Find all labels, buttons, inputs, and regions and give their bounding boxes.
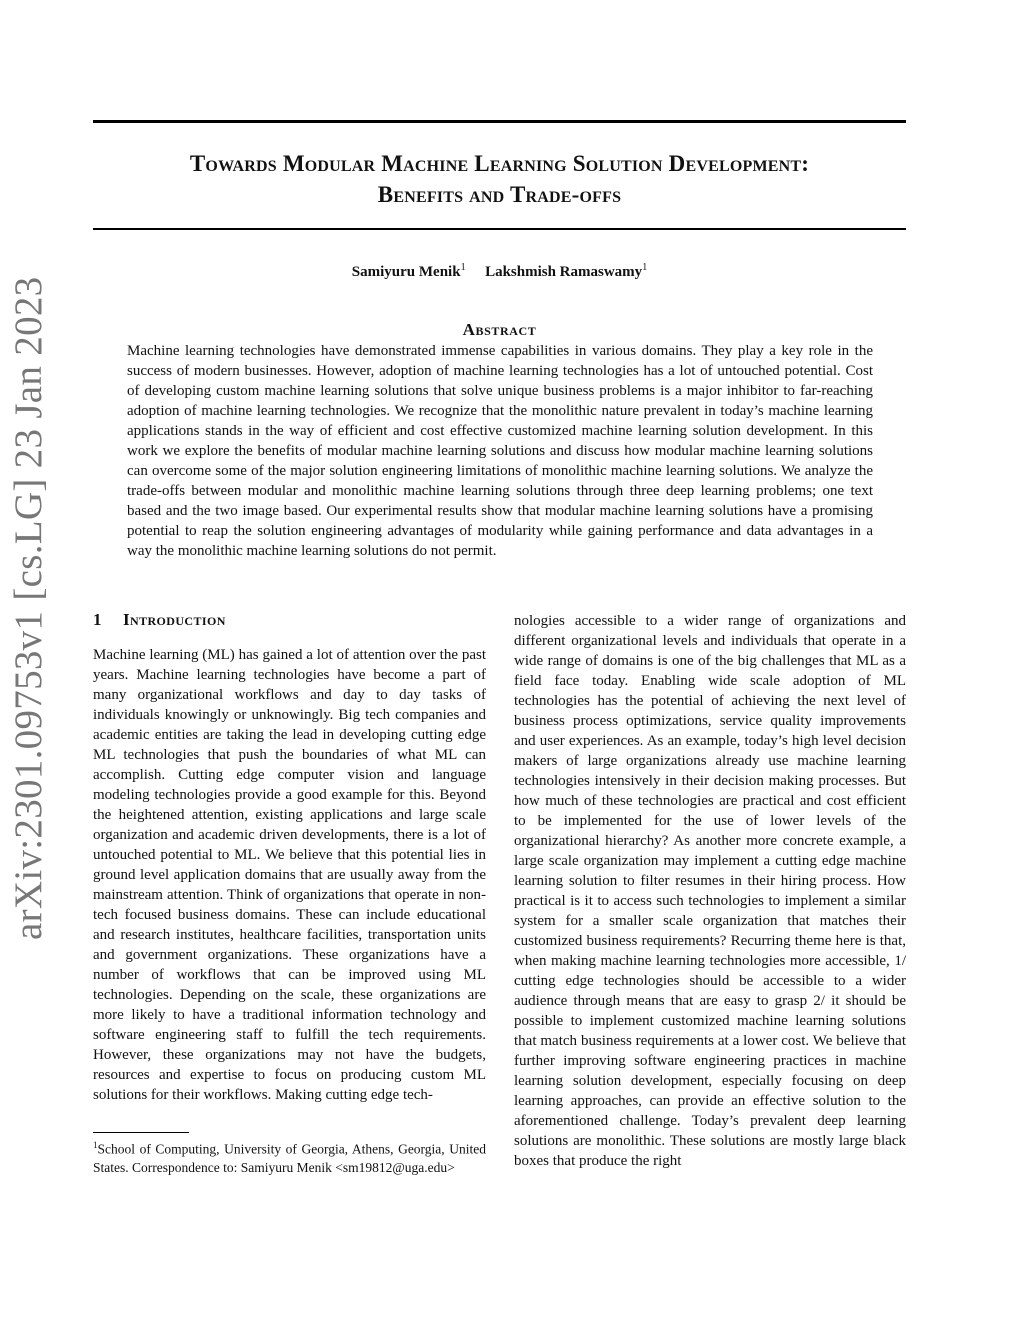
paper-title xyxy=(93,148,906,210)
footnote xyxy=(93,1136,486,1177)
abstract-text: Machine learning technologies have demonstrated immense capabilities in various domains. They play a key role in the success of modern businesses. However, adoption of machine learning technologies has a lot of untouched potential. Cost of developing custom machine learning solutions that solve unique business problems is a major inhibitor to far-reaching adoption of machine learning technologies. We recognize that the monolithic nature prevalent in today’s machine learning applications stands in the way of efficient and cost effective customized machine learning solution development. In this work we explore the benefits of modular machine learning solutions and discuss how modular machine learning solutions can overcome some of the major solution engineering limitations of monolithic machine learning solutions. We analyze the trade-offs between modular and monolithic machine learning solutions through three deep learning problems; one text based and the two image based. Our experimental results show that modular machine learning solutions have a promising potential to reap the solution engineering advantages of modularity while gaining performance and data advantages in a way the monolithic machine learning solutions do not permit. xyxy=(127,343,873,559)
abstract-heading: Abstract xyxy=(462,320,537,339)
section-number: 1 xyxy=(93,610,102,629)
title-rule-top xyxy=(93,120,906,123)
author-list xyxy=(93,262,906,281)
arxiv-stamp: arXiv:2301.09753v1 [cs.LG] 23 Jan 2023 xyxy=(7,276,50,940)
title-rule-bottom xyxy=(93,228,906,230)
section-heading xyxy=(93,610,226,630)
footnote-rule xyxy=(93,1132,189,1133)
author-affiliation-mark: 1 xyxy=(460,262,466,273)
title-line-2: Benefits and Trade-offs xyxy=(377,182,622,207)
title-line-1: Towards Modular Machine Learning Solution Development: xyxy=(189,151,810,176)
footnote-mark: 1 xyxy=(93,1140,98,1150)
section-title: Introduction xyxy=(123,610,226,629)
body-left-column: Machine learning (ML) has gained a lot of attention over the past years. Machine learning technologies have become a part of many organizational workflows and day to day tasks of individuals knowingly or unknowingly. Big tech companies and academic entities are taking the lead in developing cutting edge ML technologies that push the boundaries of what ML can accomplish. Cutting edge computer vision and language modeling technologies provide a good example for this. Beyond the heightened attention, existing applications and large scale organization and academic driven developments, there is a lot of untouched potential to ML. We believe that this potential lies in ground level application domains that are usually away from the mainstream attention. Think of organizations that operate in non-tech focused business domains. These can include educational and research institutes, healthcare facilities, transportation units and government organizations. These organizations have a number of workflows that can be improved using ML technologies. Depending on the scale, these organizations are more likely to have a traditional information technology and software engineering staff to fulfill the tech requirements. However, these organizations may not have the budgets, resources and expertise to focus on producing custom ML solutions for their workflows. Making cutting edge tech- xyxy=(93,647,486,1103)
author-name: Samiyuru Menik xyxy=(351,264,461,280)
body-right-column: nologies accessible to a wider range of organizations and different organizational levels and individuals that operate in a wide range of domains is one of the big challenges that ML as a field face today. Enabling wide scale adoption of ML technologies has the potential of achieving the next level of business process optimizations, service quality improvements and user experiences. As an example, today’s high level decision makers of large organizations already use machine learning technologies intensively in their decision making processes. But how much of these technologies are practical and cost efficient to be implemented for the use of lower levels of the organizational hierarchy? As another more concrete example, a large scale organization may implement a cutting edge machine learning solution to filter resumes in their hiring process. How practical is it to access such technologies to implement a similar system for a smaller scale organization that matches their customized business requirements? Recurring theme here is that, when making machine learning technologies more accessible, 1/ cutting edge technologies should be accessible to a wider audience through means that are easy to grasp 2/ it should be possible to implement customized machine learning solutions that match business requirements at a lower cost. We believe that further improving software engineering practices in machine learning solution development, especially focusing on deep learning approaches, can provide an effective solution to the aforementioned challenge. Today’s prevalent deep learning solutions are monolithic. These solutions are mostly large black boxes that produce the right xyxy=(514,613,906,1169)
author-affiliation-mark: 1 xyxy=(642,262,648,273)
author-name: Lakshmish Ramaswamy xyxy=(485,264,643,280)
footnote-text: School of Computing, University of Georgia, Athens, Georgia, United States. Correspondence to: Samiyuru Menik <sm19812@uga.edu> xyxy=(93,1141,486,1175)
